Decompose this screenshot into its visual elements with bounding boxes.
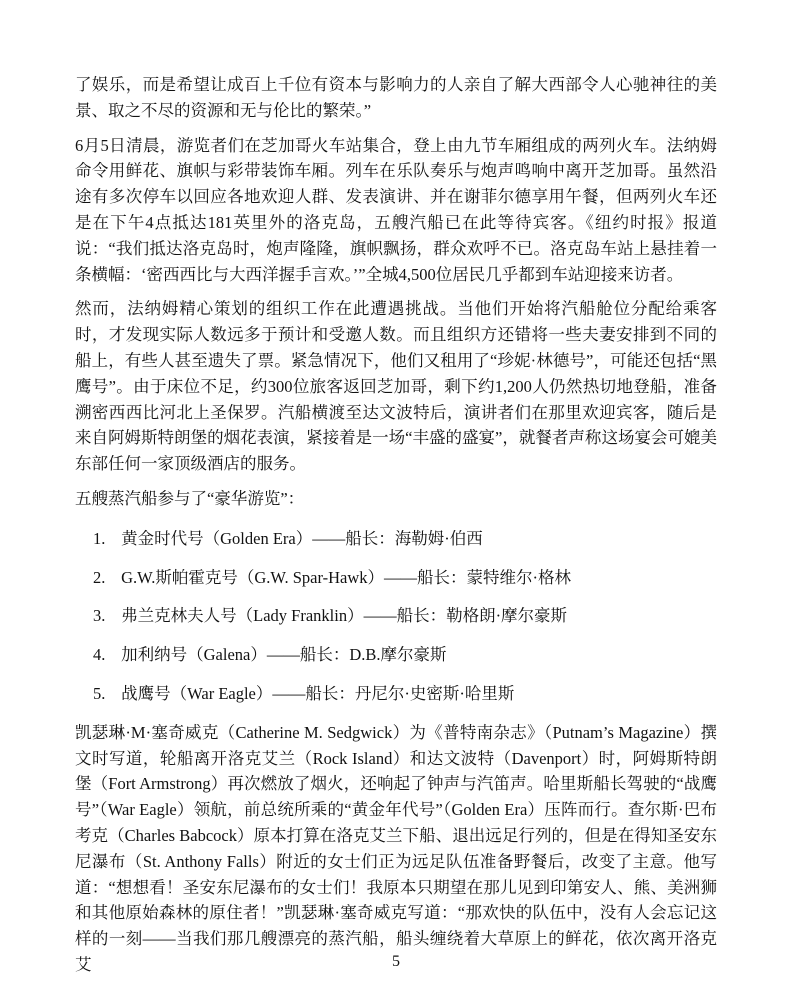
ship-item-number: 2. xyxy=(93,567,106,587)
ship-list-item xyxy=(93,603,717,629)
ship-item-number: 5. xyxy=(93,683,106,703)
ship-item-text: 加利纳号（Galena）——船长：D.B.摩尔豪斯 xyxy=(121,645,447,665)
body-paragraph-1: 了娱乐，而是希望让成百上千位有资本与影响力的人亲自了解大西部令人心驰神往的美景、取之不尽的资源和无与伦比的繁荣。” xyxy=(75,75,717,120)
body-paragraph-4: 凯瑟琳·M·塞奇威克（Catherine M. Sedgwick）为《普特南杂志》（Putnam’s Magazine）撰文时写道，轮船离开洛克艾兰（Rock Island）和达文波特（Davenport）时，阿姆斯特朗堡（Fort Armstrong）再次燃放了烟火，还响起了钟声与汽笛声。哈里斯船长驾驶的“战鹰号”（War Eagle）领航，前总统所乘的“黄金年代号”（Golden Era）压阵而行。查尔斯·巴布考克（Charles Babcock）原本打算在洛克艾兰下船、退出远足行列的，但是在得知圣安东尼瀑布（St. Anthony Falls）附近的女士们正为远足队伍准备野餐后，改变了主意。他写道：“想想看！圣安东尼瀑布的女士们！我原本只期望在那儿见到印第安人、熊、美洲狮和其他原始森林的原住者！”凯瑟琳·塞奇威克写道：“那欢快的队伍中，没有人会忘记这样的一刻——当我们那几艘漂亮的蒸汽船，船头缠绕着大草原上的鲜花，依次离开洛克艾 xyxy=(75,722,717,974)
ship-item-number: 1. xyxy=(93,528,106,548)
ship-item-number: 4. xyxy=(93,645,106,665)
ship-item-number: 3. xyxy=(93,606,106,626)
ship-list-item xyxy=(93,642,717,668)
ship-list-item xyxy=(93,681,717,707)
ship-item-text: 黄金时代号（Golden Era）——船长：海勒姆·伯西 xyxy=(121,528,483,548)
ship-list xyxy=(75,526,717,707)
body-paragraph-2: 6月5日清晨，游览者们在芝加哥火车站集合，登上由九节车厢组成的两列火车。法纳姆命令用鲜花、旗帜与彩带装饰车厢。列车在乐队奏乐与炮声鸣响中离开芝加哥。虽然沿途有多次停车以回应各地欢迎人群、发表演讲、并在谢菲尔德享用午餐，但两列火车还是在下午4点抵达181英里外的洛克岛，五艘汽船已在此等待宾客。《纽约时报》报道说：“我们抵达洛克岛时，炮声隆隆，旗帜飘扬，群众欢呼不已。洛克岛车站上悬挂着一条横幅：‘密西西比与大西洋握手言欢。’”全城4,500位居民几乎都到车站迎接来访者。 xyxy=(75,135,717,284)
ship-item-text: G.W.斯帕霍克号（G.W. Spar-Hawk）——船长：蒙特维尔·格林 xyxy=(121,567,572,587)
ship-item-text: 战鹰号（War Eagle）——船长：丹尼尔·史密斯·哈里斯 xyxy=(121,683,515,703)
ship-list-item xyxy=(93,526,717,552)
ship-list-item xyxy=(93,565,717,591)
ship-item-text: 弗兰克林夫人号（Lady Franklin）——船长：勒格朗·摩尔豪斯 xyxy=(121,606,568,626)
ship-list-intro: 五艘蒸汽船参与了“豪华游览”： xyxy=(75,488,305,508)
body-paragraph-3: 然而，法纳姆精心策划的组织工作在此遭遇挑战。当他们开始将汽船舱位分配给乘客时，才发现实际人数远多于预计和受邀人数。而且组织方还错将一些夫妻安排到不同的船上，有些人甚至遗失了票。紧急情况下，他们又租用了“珍妮·林德号”，可能还包括“黑鹰号”。由于床位不足，约300位旅客返回芝加哥，剩下约1,200人仍然热切地登船，准备溯密西西比河北上圣保罗。汽船横渡至达文波特后，演讲者们在那里欢迎宾客，随后是来自阿姆斯特朗堡的烟花表演，紧接着是一场“丰盛的盛宴”，就餐者声称这场宴会可媲美东部任何一家顶级酒店的服务。 xyxy=(75,299,717,474)
page-number: 5 xyxy=(392,953,400,970)
